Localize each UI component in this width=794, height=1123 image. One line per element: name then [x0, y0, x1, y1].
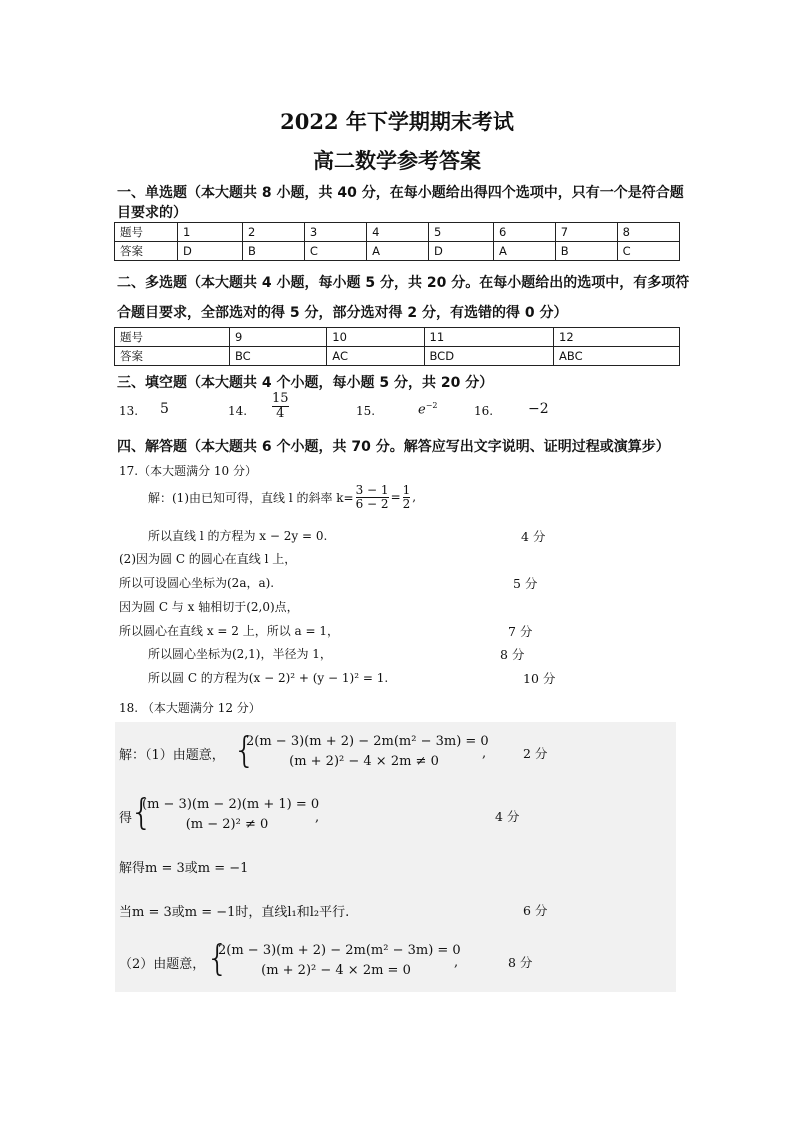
q17-line1-end: , [412, 490, 417, 505]
q18-step1-label: 解：（1）由题意， [119, 748, 225, 763]
table-cell: D [428, 242, 493, 261]
fill-label-16: 16. [474, 404, 494, 418]
table-cell: C [304, 242, 366, 261]
table-cell: 5 [428, 223, 493, 242]
fill-answer-15 [418, 401, 438, 417]
section4-heading: 四、解答题（本大题共 6 个小题，共 70 分。解答应写出文字说明、证明过程或演算步） [117, 439, 670, 455]
left-brace: { [130, 792, 153, 833]
table-cell: D [178, 242, 243, 261]
q18-step1-eq1: 2(m − 3)(m + 2) − 2m(m² − 3m) = 0 [246, 734, 489, 749]
q18-step1-comma: , [482, 746, 487, 761]
section2-heading: 二、多选题（本大题共 4 小题，每小题 5 分，共 20 分。在每小题给出的选项中，有多项符 [117, 275, 690, 291]
q18-step5-label: （2）由题意， [119, 957, 206, 972]
section2-answer-table [114, 327, 680, 366]
q18-step4: 当m = 3或m = −1时，直线l₁和l₂平行. [119, 905, 350, 920]
score-mark: 4 分 [495, 809, 520, 824]
q17-line6: 所以圆心在直线 x = 2 上，所以 a = 1， [119, 624, 340, 638]
table-cell: 题号 [115, 328, 230, 347]
q17-line2: 所以直线 l 的方程为 x − 2y = 0. [148, 529, 328, 543]
table-cell: 10 [327, 328, 424, 347]
q18-step5-comma: , [454, 955, 459, 970]
table-cell: 3 [304, 223, 366, 242]
table-row [115, 242, 680, 261]
answer-key-title: 高二数学参考答案 [313, 148, 481, 173]
section1-answer-table [114, 222, 680, 261]
table-cell: 9 [230, 328, 327, 347]
score-mark: 8 分 [500, 647, 525, 662]
fill-label-15: 15. [356, 404, 376, 418]
score-mark: 4 分 [521, 529, 546, 544]
table-cell: A [493, 242, 555, 261]
table-row [115, 347, 680, 366]
exp-base: e [418, 402, 426, 418]
section3-heading: 三、填空题（本大题共 4 个小题，每小题 5 分，共 20 分） [117, 375, 494, 391]
q18-header: 18. （本大题满分 12 分） [119, 701, 261, 715]
q18-step1-eq2: (m + 2)² − 4 × 2m ≠ 0 [289, 754, 439, 769]
table-cell: 答案 [115, 347, 230, 366]
q18-step2-eq1: (m − 3)(m − 2)(m + 1) = 0 [142, 797, 320, 812]
q17-header: 17.（本大题满分 10 分） [119, 464, 257, 478]
exp-power: −2 [425, 401, 438, 410]
table-cell: AC [327, 347, 424, 366]
table-cell: 12 [554, 328, 680, 347]
score-mark: 6 分 [523, 903, 548, 918]
table-cell: 7 [555, 223, 617, 242]
table-cell: B [555, 242, 617, 261]
q17-line8: 所以圆 C 的方程为(x − 2)² + (y − 1)² = 1. [148, 671, 389, 685]
equals-sign: = [390, 490, 401, 505]
score-mark: 8 分 [508, 955, 533, 970]
fill-answer-14 [272, 392, 289, 420]
score-mark: 2 分 [523, 746, 548, 761]
table-cell: 题号 [115, 223, 178, 242]
score-mark: 5 分 [513, 576, 538, 591]
table-cell: 1 [178, 223, 243, 242]
table-cell: 8 [617, 223, 679, 242]
score-mark: 7 分 [508, 624, 533, 639]
q18-step2-comma: , [315, 810, 320, 825]
q17-line5: 因为圆 C 与 x 轴相切于(2,0)点， [119, 600, 299, 614]
fill-label-14: 14. [228, 404, 248, 418]
table-cell: 11 [424, 328, 554, 347]
table-cell: C [617, 242, 679, 261]
q18-step2-eq2: (m − 2)² ≠ 0 [185, 817, 269, 832]
q17-line4: 所以可设圆心坐标为(2a，a). [119, 576, 275, 590]
q17-line1-text: 解：(1)由已知可得，直线 l 的斜率 k= [148, 490, 354, 505]
fill-label-13: 13. [119, 404, 139, 418]
section1-heading: 一、单选题（本大题共 8 小题，共 40 分，在每小题给出得四个选项中，只有一个是符合题 [117, 185, 684, 201]
exam-title: 2022 年下学期期末考试 [280, 109, 514, 134]
fraction-numerator: 15 [272, 391, 289, 406]
table-row [115, 328, 680, 347]
fraction-denominator: 6 − 2 [355, 496, 389, 511]
fraction-denominator: 4 [276, 405, 285, 421]
table-cell: 4 [367, 223, 429, 242]
table-cell: BC [230, 347, 327, 366]
table-cell: ABC [554, 347, 680, 366]
section1-heading-cont: 目要求的） [117, 205, 187, 221]
table-cell: 2 [243, 223, 305, 242]
fraction-numerator: 1 [402, 483, 411, 497]
table-cell: B [243, 242, 305, 261]
section2-heading-cont: 合题目要求，全部选对的得 5 分，部分选对得 2 分，有选错的得 0 分） [117, 305, 568, 321]
fraction-numerator: 3 − 1 [355, 483, 389, 497]
table-row [115, 223, 680, 242]
q18-step3: 解得m = 3或m = −1 [119, 861, 249, 876]
fraction-denominator: 2 [402, 496, 411, 511]
fill-answer-16: −2 [528, 401, 549, 417]
q18-step5-eq2: (m + 2)² − 4 × 2m = 0 [261, 963, 411, 978]
q17-line7: 所以圆心坐标为(2,1)，半径为 1， [148, 647, 332, 661]
table-cell: BCD [424, 347, 554, 366]
score-mark: 10 分 [523, 671, 556, 686]
left-brace: { [206, 938, 229, 979]
q17-line3: (2)因为圆 C 的圆心在直线 l 上， [119, 552, 297, 566]
q17-line1 [148, 484, 416, 510]
table-cell: 6 [493, 223, 555, 242]
left-brace: { [233, 730, 256, 771]
fill-answer-13: 5 [160, 401, 169, 417]
table-cell: A [367, 242, 429, 261]
q18-step5-eq1: 2(m − 3)(m + 2) − 2m(m² − 3m) = 0 [218, 943, 461, 958]
table-cell: 答案 [115, 242, 178, 261]
q18-step2-label: 得 [119, 811, 133, 826]
